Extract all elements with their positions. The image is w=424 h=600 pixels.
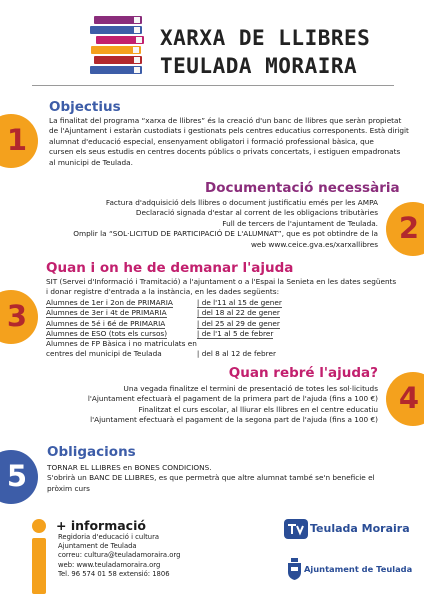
info-contact — [58, 533, 180, 579]
quan-rebre-text — [88, 384, 378, 426]
objectius-line: cursen els seus estudis en centres docents públics o privats concertats, i estiguen empadronats — [49, 147, 401, 157]
books-stack-logo — [88, 14, 148, 76]
table-row — [46, 339, 282, 349]
documentacio-line: Declaració signada d'estar al corrent de les obligacions tributàries — [135, 208, 378, 218]
brand-teulada-moraira: Teulada Moraira — [310, 522, 410, 535]
documentacio-line: Omplir la “SOL·LICITUD DE PARTICIPACIÓ DE L'ALUMNAT”, que es pot obtindre de la — [73, 229, 378, 239]
group-cell: Alumnes de ESO (tots els cursos) — [46, 328, 168, 338]
quan-intro-line: SIT (Servei d'Informació i Tramitació) a l'ajuntament o a l'Espai la Senieta en les dates següents — [46, 277, 397, 286]
quan-intro-line: i donar registre d'entrada a la instància, en les dades següents: — [46, 287, 280, 297]
teulada-moraira-logo-icon — [284, 519, 308, 539]
obligacions-text — [47, 463, 375, 494]
objectius-heading: Objectius — [49, 99, 121, 115]
documentacio-line: web www.ceice.gva.es/xarxallibres — [250, 239, 378, 249]
quan-intro — [46, 277, 396, 298]
dates-cell: | del 8 al 12 de febrer — [196, 349, 277, 359]
info-line: Ajuntament de Teulada — [58, 542, 137, 551]
quan-rebre-line: Una vegada finalitze el termini de presentació de totes les sol·licituds — [123, 384, 378, 393]
table-row — [46, 308, 282, 318]
title-line-1: XARXA DE LLIBRES — [160, 26, 371, 50]
obligacions-line: S'obrirà un BANC DE LLIBRES, es que permetrà que altre alumnat també se'n beneficie el — [47, 473, 375, 483]
objectius-line: de l'Ajuntament i estaràn custodiats i gestionats pels centres educatius corresponents. Està dirigit — [49, 126, 409, 136]
documentacio-line: Factura d'adquisició dels llibres o document justificatiu emés per les AMPA — [105, 198, 378, 207]
documentacio-line: Full de tercers de l'ajuntament de Teulada. — [222, 218, 378, 228]
group-cell: Alumnes de 1er i 2on de PRIMARIA — [46, 298, 173, 307]
info-line: web: www.teuladamoraira.org — [58, 560, 161, 569]
dates-table — [46, 298, 282, 360]
objectius-line: La finalitat del programa “xarxa de llibres” és la creació d'un banc de llibres que seràn propietat — [49, 116, 402, 125]
table-row — [46, 298, 282, 308]
brand-ajuntament-teulada: Ajuntament de Teulada — [304, 564, 413, 574]
section-4-badge — [386, 372, 424, 426]
table-row — [46, 349, 282, 359]
info-icon — [28, 518, 50, 596]
documentacio-heading: Documentació necessària — [205, 180, 400, 196]
objectius-text — [49, 116, 409, 168]
section-2-badge — [386, 202, 424, 256]
section-3-badge — [0, 290, 44, 344]
section-3-number: 3 — [6, 299, 28, 333]
header-divider — [32, 85, 394, 86]
dates-cell: | del 18 al 22 de gener — [196, 308, 280, 318]
group-cell: centres del municipi de Teulada — [46, 349, 162, 359]
title-line-2: TEULADA MORAIRA — [160, 54, 358, 78]
documentacio-text — [73, 198, 378, 250]
objectius-line: alumnat d'educació especial, ensenyament obligatori i formació professional bàsica, que — [49, 136, 374, 146]
coat-of-arms-icon — [287, 558, 302, 580]
section-1-badge — [0, 114, 44, 168]
obligacions-heading: Obligacions — [47, 444, 136, 460]
section-5-number: 5 — [6, 459, 28, 493]
quan-rebre-line: Finalitzat el curs escolar, al lliurar els llibres en el centre educatiu — [138, 404, 378, 414]
obligacions-line: pròxim curs — [47, 483, 90, 493]
obligacions-line: TORNAR EL LLIBRES en BONES CONDICIONS. — [47, 463, 212, 472]
section-2-number: 2 — [398, 211, 420, 245]
objectius-line: al municipi de Teulada. — [49, 157, 133, 167]
section-5-badge — [0, 450, 44, 504]
info-line: Regidoria d'educació i cultura — [58, 533, 160, 541]
dates-cell: | de l'1 al 5 de febrer — [196, 328, 274, 338]
group-cell: Alumnes de 5é i 6é de PRIMARIA — [46, 318, 166, 328]
info-line: correu: cultura@teuladamoraira.org — [58, 551, 181, 560]
info-title: + informació — [56, 518, 146, 533]
table-row — [46, 329, 282, 339]
section-4-number: 4 — [398, 381, 420, 415]
section-1-number: 1 — [6, 123, 28, 157]
quan-rebre-line: l'Ajuntament efectuarà el pagament de la segona part de l'ajuda (fins a 100 €) — [90, 415, 378, 425]
dates-cell: | del 25 al 29 de gener — [196, 318, 280, 328]
quan-rebre-heading: Quan rebré l'ajuda? — [228, 365, 378, 381]
info-line: Tel. 96 574 01 58 extensió: 1806 — [58, 569, 170, 578]
group-cell: Alumnes de 3er i 4t de PRIMARIA — [46, 308, 167, 318]
table-row — [46, 319, 282, 329]
quan-heading: Quan i on he de demanar l'ajuda — [46, 260, 294, 276]
dates-cell: | de l'11 al 15 de gener — [196, 298, 282, 307]
group-cell: Alumnes de FP Bàsica i no matriculats en — [46, 339, 197, 349]
quan-rebre-line: l'Ajuntament efectuarà el pagament de la primera part de l'ajuda (fins a 100 €) — [87, 394, 378, 404]
